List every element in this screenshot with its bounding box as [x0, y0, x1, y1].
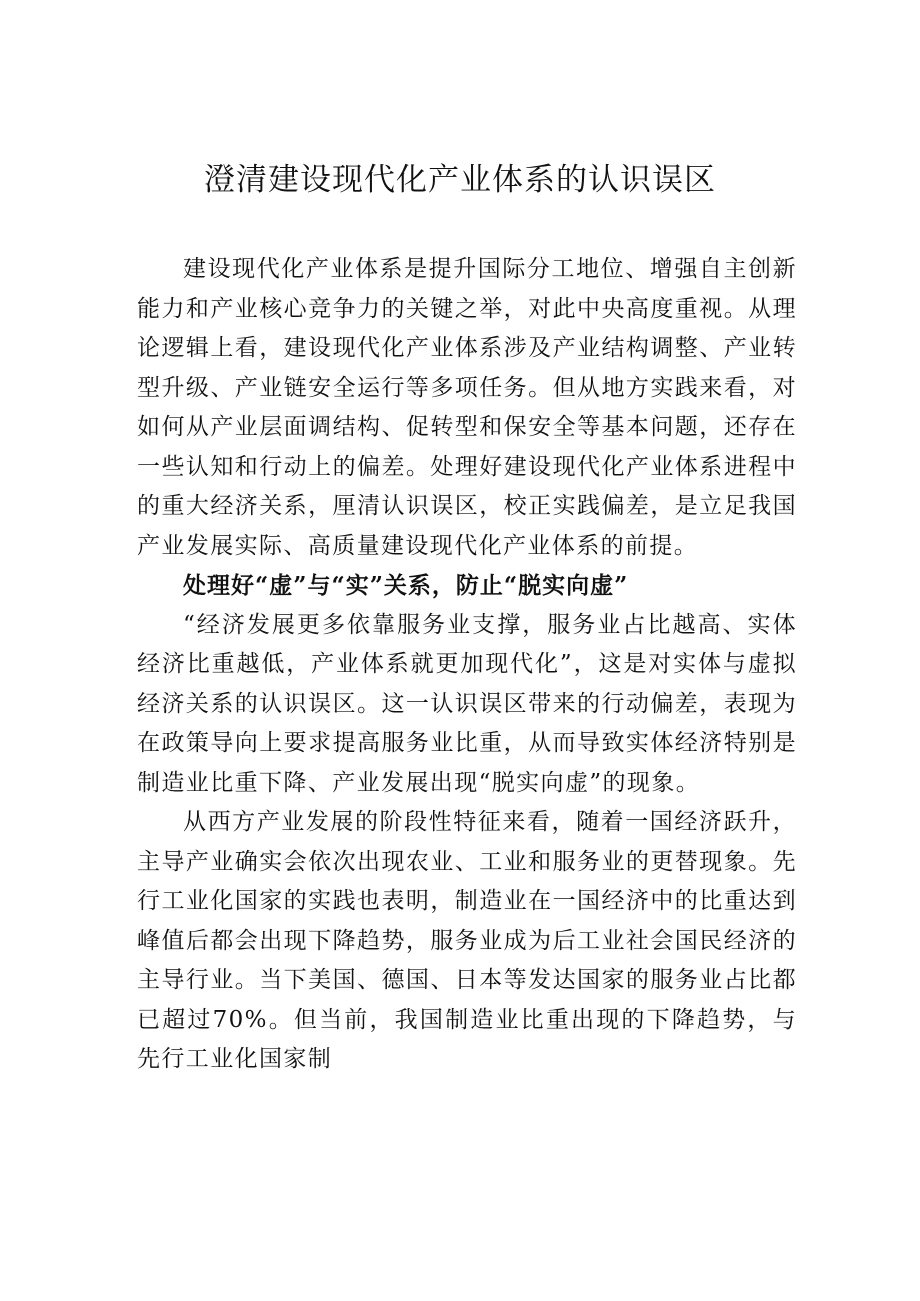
section-paragraph-2: 从西方产业发展的阶段性特征来看，随着一国经济跃升，主导产业确实会依次出现农业、工业和服务业的更替现象。先行工业化国家的实践也表明，制造业在一国经济中的比重达到峰值后都会出现下降趋势，服务业成为后工业社会国民经济的主导行业。当下美国、德国、日本等发达国家的服务业占比都已超过70%。但当前，我国制造业比重出现的下降趋势，与先行工业化国家制 [137, 809, 797, 1072]
section-paragraph-1: “经济发展更多依靠服务业支撑，服务业占比越高、实体经济比重越低，产业体系就更加现代化”，这是对实体与虚拟经济关系的认识误区。这一认识误区带来的行动偏差，表现为在政策导向上要求提高服务业比重，从而导致实体经济特别是制造业比重下降、产业发展出现“脱实向虚”的现象。 [137, 611, 797, 796]
document-title: 澄清建设现代化产业体系的认识误区 [204, 162, 716, 198]
document-body [137, 250, 797, 1080]
section-heading: 处理好“虚”与“实”关系，防止“脱实向虚” [183, 572, 629, 599]
intro-paragraph: 建设现代化产业体系是提升国际分工地位、增强自主创新能力和产业核心竞争力的关键之举，对此中央高度重视。从理论逻辑上看，建设现代化产业体系涉及产业结构调整、产业转型升级、产业链安全运行等多项任务。但从地方实践来看，对如何从产业层面调结构、促转型和保安全等基本问题，还存在一些认知和行动上的偏差。处理好建设现代化产业体系进程中的重大经济关系，厘清认识误区，校正实践偏差，是立足我国产业发展实际、高质量建设现代化产业体系的前提。 [137, 256, 797, 559]
